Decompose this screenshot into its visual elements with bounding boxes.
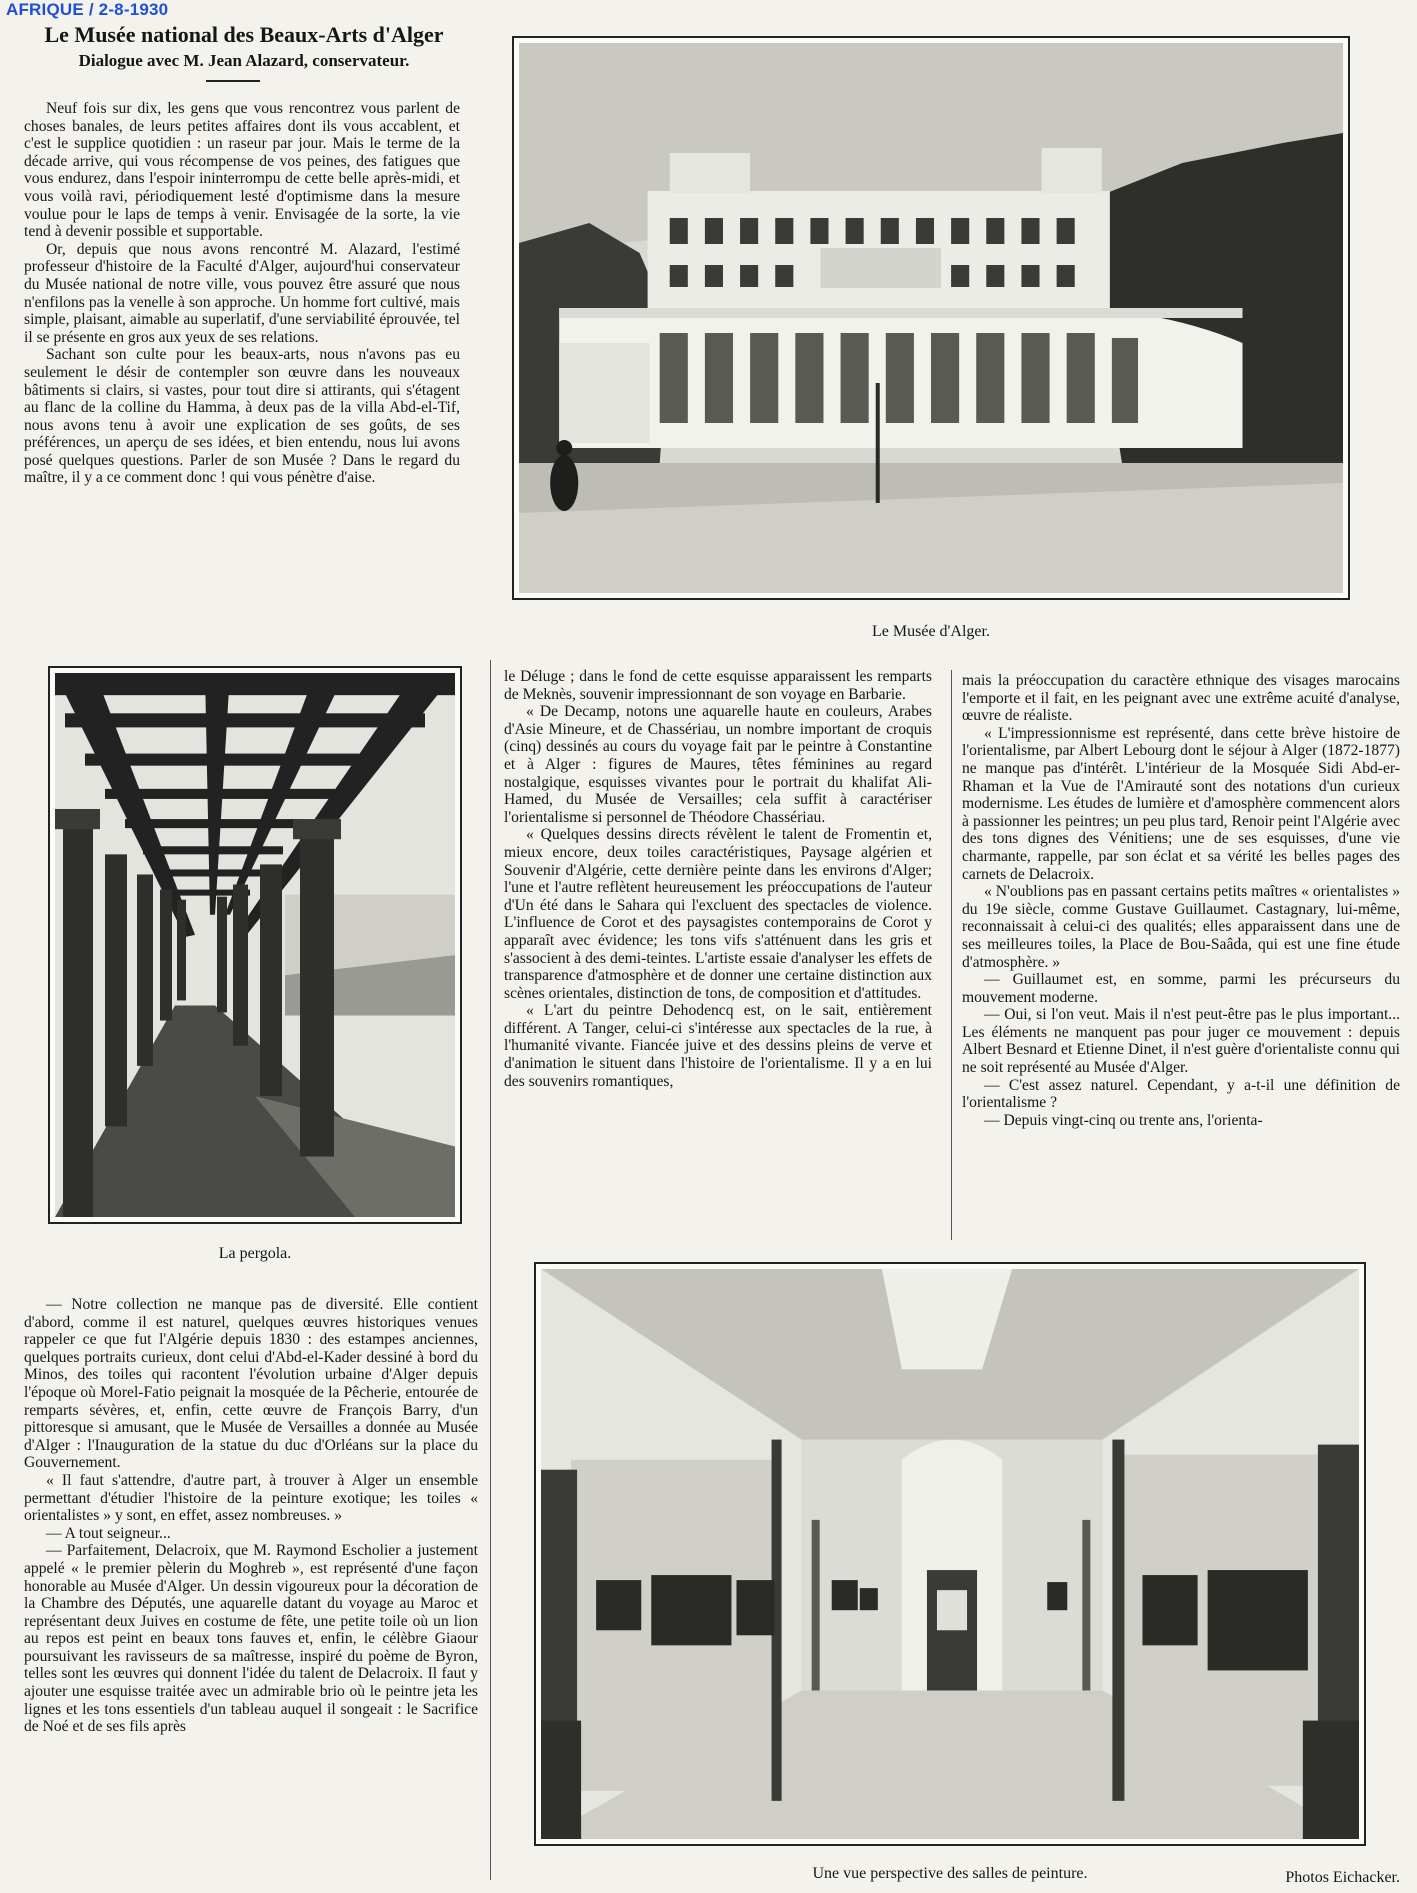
paragraph: — Notre collection ne manque pas de diversité. Elle contient d'abord, comme il est naturel, quelques œuvres historiques venues rappeler ce que fut l'Algérie depuis 1830 : des estampes anciennes, quelques portraits curieux, dont celui d'Abd-el-Kader dessiné à bord du Minos, des toiles qui racontent l'évolution urbaine d'Alger depuis l'époque où Morel-Fatio peignait la mosquée de la Pêcherie, entourée de remparts sévères, et, enfin, cette œuvre de François Barry, d'un pittoresque si amusant, que le Musée de Versailles a donnée au Musée d'Alger : l'Inauguration de la statue du duc d'Orléans sur la place du Gouvernement.	[24, 1296, 478, 1472]
column-3	[962, 672, 1400, 1129]
painting-galleries-image	[541, 1269, 1359, 1839]
museum-building-image	[519, 43, 1343, 593]
galleries-photo-caption: Une vue perspective des salles de peinture.	[812, 1865, 1088, 1882]
museum-photo	[512, 36, 1350, 600]
title-rule	[206, 80, 260, 82]
paragraph: Neuf fois sur dix, les gens que vous rencontrez vous parlent de choses banales, de leurs petites affaires dont ils vous accablent, et c'est le supplice quotidien : un raseur par jour. Mais le terme de la décade arrive, qui vous récompense de vos peines, des fatigues que vous endurez, dans l'espoir ininterrompu de cette belle après-midi, et vous voilà ravi, périodiquement lesté d'optimisme dans la mesure voulue pour le laps de temps à venir. Envisagée de la sorte, la vie tend à devenir possible et supportable.	[24, 100, 460, 241]
article-title: Le Musée national des Beaux-Arts d'Alger	[44, 22, 444, 47]
photo-credit: Photos Eichacker.	[1285, 1869, 1400, 1886]
source-tag: AFRIQUE / 2-8-1930	[6, 0, 169, 19]
museum-photo-caption: Le Musée d'Alger.	[872, 623, 990, 640]
column-rule-left	[490, 660, 491, 1880]
article-subtitle: Dialogue avec M. Jean Alazard, conservateur.	[78, 51, 410, 70]
paragraph: — Guillaumet est, en somme, parmi les précurseurs du mouvement moderne.	[962, 971, 1400, 1006]
paragraph: « N'oublions pas en passant certains petits maîtres « orientalistes » du 19e siècle, comme Gustave Guillaumet. Castagnary, lui-même, reconnaissait à celui-ci des qualités; elles apparaissent dans une de ses meilleures toiles, la Place de Bou-Saâda, qui est une fine étude d'atmosphère. »	[962, 883, 1400, 971]
paragraph: — A tout seigneur...	[46, 1524, 171, 1542]
pergola-image	[55, 673, 455, 1217]
paragraph: — Oui, si l'on veut. Mais il n'est peut-être pas le plus important... Les éléments ne manquent pas pour juger ce mouvement : depuis Albert Besnard et Etienne Dinet, il n'est guère d'orientaliste connu qui ne soit représenté au Musée d'Alger.	[962, 1006, 1400, 1077]
column-rule-right	[951, 670, 952, 1240]
paragraph: Or, depuis que nous avons rencontré M. Alazard, l'estimé professeur d'histoire de la Faculté d'Alger, aujourd'hui conservateur du Musée national de notre ville, vous pouvez être assuré que nous n'enfilons pas la venelle à son approche. Un homme fort cultivé, mais simple, plaisant, aimable au superlatif, d'une serviabilité éprouvée, tel il se présente en gros aux yeux de ses relations.	[24, 240, 460, 346]
paragraph: « L'impressionnisme est représenté, dans cette brève histoire de l'orientalisme, par Albert Lebourg dont le séjour à Alger (1872-1877) ne manque pas d'intérêt. L'intérieur de la Mosquée Sidi Abd-er-Rhaman et la Vue de l'Amirauté sont des notations d'un curieux modernisme. Les études de lumière et d'amosphère commencent alors à passionner les peintres; un peu plus tard, Renoir peint l'Algérie avec des tons dignes des Vénitiens; une de ses esquisses, d'une vie charmante, rappelle, par son éclat et sa vérité les belles pages des carnets de Delacroix.	[962, 724, 1400, 883]
paragraph: mais la préoccupation du caractère ethnique des visages marocains l'emporte et il fait, en les peignant avec une extrême acuité d'analyse, œuvre de réaliste.	[962, 672, 1400, 725]
pergola-photo-caption: La pergola.	[218, 1245, 292, 1262]
column-1-bottom	[24, 1296, 478, 1736]
column-1-top	[24, 100, 460, 487]
paragraph: — C'est assez naturel. Cependant, y a-t-il une définition de l'orientalisme ?	[962, 1076, 1400, 1112]
paragraph: « Quelques dessins directs révèlent le talent de Fromentin et, mieux encore, deux toiles caractéristiques, Paysage algérien et Souvenir d'Algérie, cette dernière peinte dans les environs d'Alger; l'une et l'autre reflètent heureusement les préoccupations de l'auteur d'Un été dans le Sahara qui l'excluent des spectacles de violence. L'influence de Corot et des paysagistes contemporains de Corot y apparaît avec évidence; les tons vifs s'atténuent dans les gris et s'associent à des demi-teintes. L'artiste essaie d'analyser les effets de transparence d'atmosphère et de donner une certaine distinction aux scènes orientales, distinction de tons, de composition et d'attitudes.	[504, 826, 932, 1002]
paragraph: « Il faut s'attendre, d'autre part, à trouver à Alger un ensemble permettant d'étudier l'histoire de la peinture exotique; les toiles « orientalistes » y sont, en effet, assez nombreuses. »	[24, 1471, 478, 1525]
column-2	[504, 668, 932, 1090]
paragraph: — Parfaitement, Delacroix, que M. Raymond Escholier a justement appelé « le premier pèlerin du Moghreb », est représenté d'une façon honorable au Musée d'Alger. Un dessin vigoureux pour la décoration de la Chambre des Députés, une aquarelle datant du voyage au Maroc et représentant deux Juives en costume de fête, une petite toile où un lion au repos est peint en beaux tons fauves et, enfin, le célèbre Giaour poursuivant les ravisseurs de sa maîtresse, inspiré du poème de Byron, telles sont les œuvres qui donnent l'idée du talent de Delacroix. Il faut y ajouter une esquisse traitée avec un admirable brio où le peintre jeta les lignes et les tons essentiels d'un tableau auquel il songeait : le Sacrifice de Noé et de ses fils après	[24, 1542, 478, 1736]
galleries-photo	[534, 1262, 1366, 1846]
pergola-photo	[48, 666, 462, 1224]
paragraph: — Depuis vingt-cinq ou trente ans, l'orienta-	[984, 1111, 1263, 1129]
paragraph: le Déluge ; dans le fond de cette esquisse apparaissent les remparts de Meknès, souvenir impressionnant de son voyage en Barbarie.	[504, 668, 932, 703]
paragraph: « De Decamp, notons une aquarelle haute en couleurs, Arabes d'Asie Mineure, et de Chassériau, un nombre important de croquis (cinq) dessinés au cours du voyage fait par le peintre à Constantine et à Alger : figures de Maures, têtes féminines au regard nostalgique, esquisses vivantes pour le portrait du khalifat Ali-Hamed, du Musée de Versailles; cela suffit à caractériser l'orientalisme si personnel de Théodore Chassériau.	[504, 703, 932, 826]
paragraph: Sachant son culte pour les beaux-arts, nous n'avons pas eu seulement le désir de contempler son œuvre dans les nouveaux bâtiments si clairs, si vastes, pour tout dire si attirants, qui s'étagent au flanc de la colline du Hamma, à deux pas de la villa Abd-el-Tif, nous avons tenu à avoir une explication de ses goûts, de ses préférences, un aperçu de ses idées, et bien entendu, nous lui avons posé quelques questions. Parler de son Musée ? Dans le regard du maître, il y a ce comment donc ! qui vous pénètre d'aise.	[24, 346, 460, 487]
paragraph: « L'art du peintre Dehodencq est, on le sait, entièrement différent. A Tanger, celui-ci s'intéresse aux spectacles de la rue, à l'humanité vivante. Fiancée juive et des dessins pleins de verve et d'animation le situent dans l'histoire de l'orientalisme. Il y a en lui des souvenirs romantiques,	[504, 1002, 932, 1090]
